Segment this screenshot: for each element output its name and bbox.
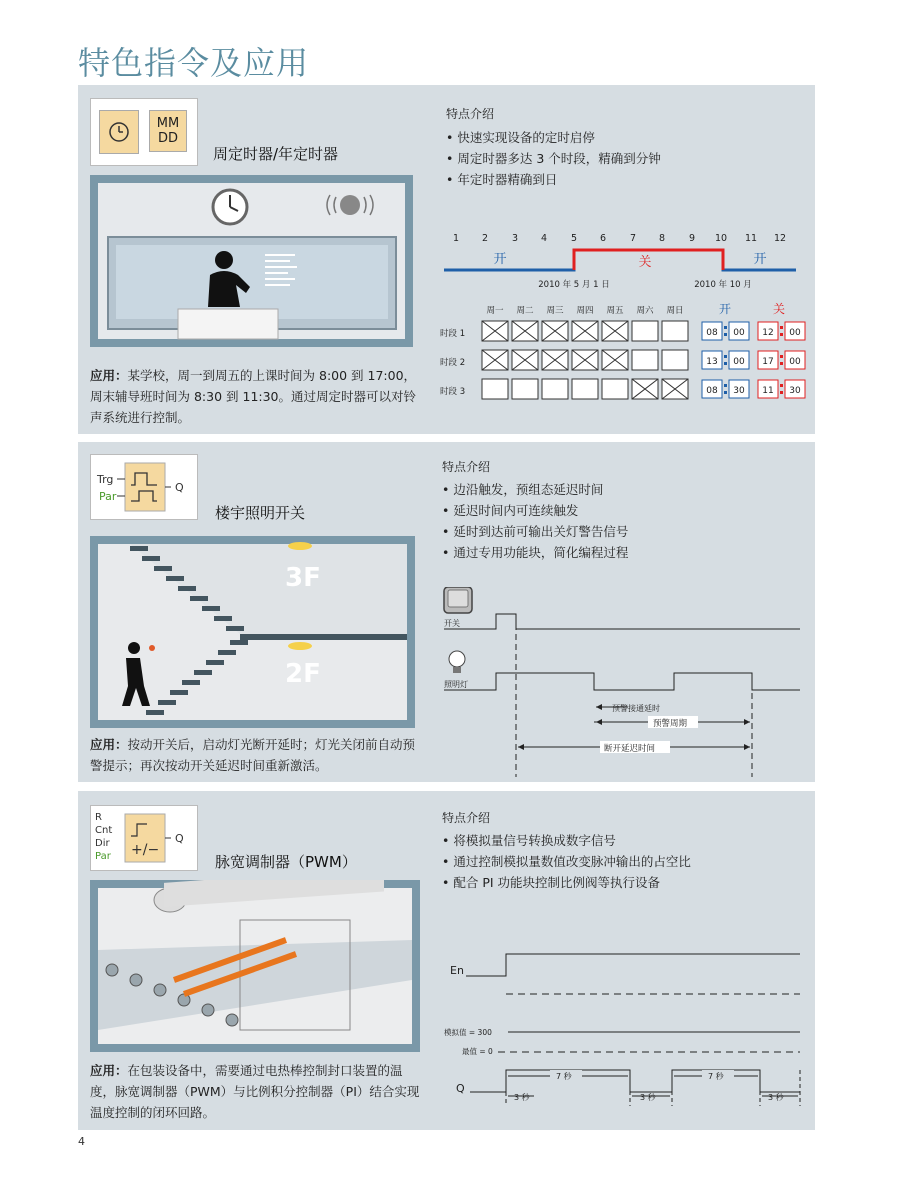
clock-icon (99, 110, 139, 154)
duration-7s: 7 秒 (708, 1072, 724, 1081)
slot-on-hour: 08 (706, 386, 718, 396)
warn-period-label: 预警周期 (653, 719, 688, 729)
timer-name: 周定时器/年定时器 (213, 145, 339, 163)
month-label: 5 (570, 233, 578, 244)
month-label: 3 (511, 233, 519, 244)
month-label: 4 (540, 233, 548, 244)
lighting-features-title: 特点介绍 (442, 460, 491, 474)
par-label: Par (95, 851, 111, 862)
slot-label: 时段 3 (440, 387, 466, 397)
timer-features: • 快速实现设备的定时启停 • 周定时器多达 3 个时段，精确到分钟 • 年定时器精确到日 (446, 127, 661, 190)
weekday-label: 周三 (546, 306, 564, 316)
slot-off-hour: 12 (762, 328, 774, 338)
svg-text:+/−: +/− (131, 842, 160, 858)
month-label: 7 (629, 233, 637, 244)
month-label: 1 (452, 233, 460, 244)
off-delay-label: 断开延迟时间 (604, 744, 656, 754)
duration-3s: 3 秒 (768, 1093, 784, 1102)
slot-off-min: 00 (789, 357, 801, 367)
on-label: 开 (753, 252, 767, 267)
pwm-panel (78, 791, 815, 1130)
month-label: 11 (744, 233, 758, 244)
pwm-features-title: 特点介绍 (442, 811, 491, 825)
par-label: Par (99, 490, 117, 503)
page-number: 4 (78, 1135, 85, 1148)
weekday-label: 周五 (606, 306, 624, 316)
warn-time-label: 预警接通延时 (612, 704, 660, 713)
calendar-icon: MM DD (149, 110, 187, 152)
timer-features-title: 特点介绍 (446, 107, 495, 121)
weekday-label: 周四 (576, 306, 594, 316)
floor-3-label: 3F (285, 563, 321, 593)
month-label: 12 (773, 233, 787, 244)
slot-off-hour: 11 (762, 386, 774, 396)
staircase-illustration (90, 536, 415, 728)
pwm-features: • 将模拟量信号转换成数字信号 • 通过控制模拟量数值改变脉冲输出的占空比 • 配合 PI 功能块控制比例阀等执行设备 (442, 830, 691, 893)
weekday-label: 周六 (636, 306, 654, 316)
cnt-label: Cnt (95, 825, 113, 836)
lamp-label: 照明灯 (444, 680, 468, 689)
col-off: 关 (772, 302, 786, 316)
start-date: 2010 年 5 月 1 日 (538, 280, 610, 290)
year-timer-diagram (440, 230, 810, 430)
en-label: En (450, 964, 464, 977)
lighting-name: 楼宇照明开关 (215, 504, 306, 522)
weekday-label: 周二 (516, 306, 534, 316)
q-label: Q (175, 832, 184, 845)
lighting-panel (78, 442, 815, 782)
month-label: 9 (688, 233, 696, 244)
floor-2-label: 2F (285, 659, 321, 689)
month-label: 2 (481, 233, 489, 244)
slot-off-hour: 17 (762, 357, 774, 367)
dir-label: Dir (95, 838, 110, 849)
off-label: 关 (638, 255, 652, 270)
timer-application: 应用：某学校，周一到周五的上课时间为 8:00 到 17:00，周末辅导班时间为 8:30 到 11:30。通过周定时器可以对铃声系统进行控制。 (90, 368, 417, 425)
pwm-icon-box (90, 805, 198, 871)
slot-on-min: 00 (733, 328, 745, 338)
weekday-label: 周日 (666, 306, 684, 316)
duration-3s: 3 秒 (514, 1093, 530, 1102)
lighting-icon-box (90, 454, 198, 520)
pwm-application: 应用：在包装设备中，需要通过电热棒控制封口装置的温度，脉宽调制器（PWM）与比例积分控制器（PI）结合实现温度控制的闭环回路。 (90, 1063, 420, 1120)
pwm-name: 脉宽调制器（PWM） (215, 853, 357, 871)
month-label: 8 (658, 233, 666, 244)
month-label: 10 (714, 233, 728, 244)
r-label: R (95, 812, 102, 823)
lamp-icon (449, 651, 465, 673)
slot-label: 时段 2 (440, 358, 466, 368)
lighting-features: • 边沿触发，预组态延迟时间 • 延迟时间内可连续触发 • 延时到达前可输出关灯警告信号 • 通过专用功能块，简化编程过程 (442, 479, 628, 563)
col-on: 开 (718, 302, 732, 316)
switch-label: 开关 (444, 619, 460, 628)
slot-label: 时段 1 (440, 329, 466, 339)
trg-label: Trg (97, 473, 114, 486)
duration-7s: 7 秒 (556, 1072, 572, 1081)
end-date: 2010 年 10 月 (694, 280, 752, 290)
duration-3s: 3 秒 (640, 1093, 656, 1102)
lighting-timing-diagram (440, 587, 810, 777)
analog-value-label: 模拟值 = 300 (444, 1028, 492, 1037)
q-output-label: Q (456, 1082, 465, 1095)
timer-icon-box (90, 98, 198, 166)
timer-panel (78, 85, 815, 434)
slot-on-min: 00 (733, 357, 745, 367)
q-label: Q (175, 481, 184, 494)
page-title: 特色指令及应用 (78, 44, 310, 82)
pwm-timing-diagram (440, 946, 810, 1126)
slot-on-hour: 08 (706, 328, 718, 338)
min-value-label: 最值 = 0 (462, 1047, 493, 1056)
classroom-illustration (90, 175, 413, 347)
lighting-application: 应用：按动开关后，启动灯光断开延时；灯光关闭前自动预警提示；再次按动开关延迟时间重新激活。 (90, 737, 416, 773)
slot-on-min: 30 (733, 386, 745, 396)
slot-on-hour: 13 (706, 357, 718, 367)
weekday-label: 周一 (486, 306, 504, 316)
slot-off-min: 00 (789, 328, 801, 338)
month-label: 6 (599, 233, 607, 244)
on-label: 开 (493, 252, 507, 267)
packaging-illustration (90, 880, 420, 1052)
slot-off-min: 30 (789, 386, 801, 396)
